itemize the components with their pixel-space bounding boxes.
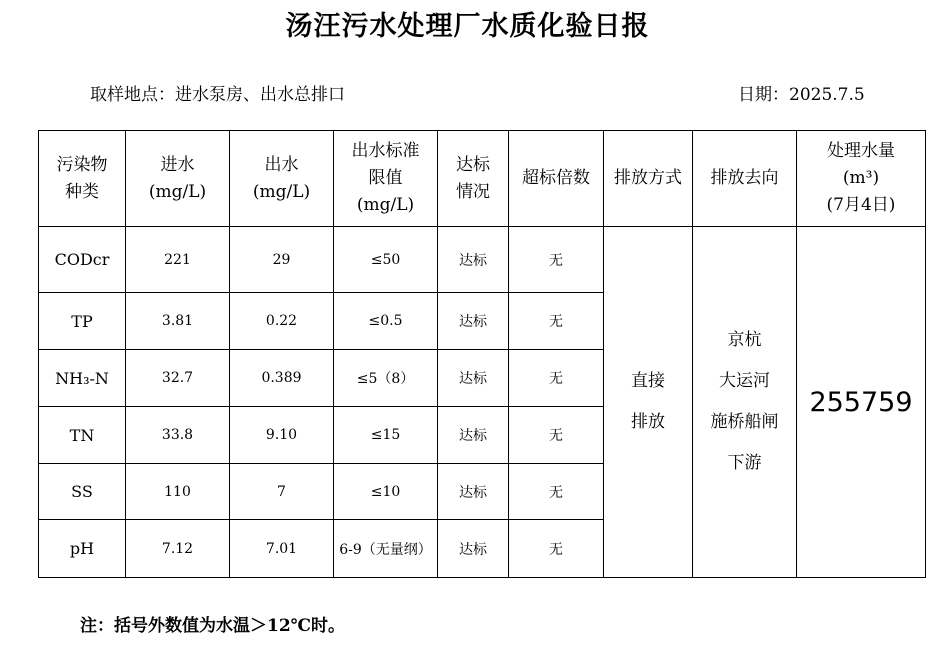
row-effluent: 0.389 <box>230 350 334 407</box>
row-influent: 3.81 <box>126 293 230 350</box>
row-influent: 7.12 <box>126 520 230 578</box>
row-exceed: 无 <box>509 407 604 464</box>
row-name: CODcr <box>39 227 126 293</box>
treated-volume: 255759 <box>797 227 926 578</box>
row-compliance: 达标 <box>438 293 509 350</box>
row-influent: 221 <box>126 227 230 293</box>
discharge-destination: 京杭 大运河 施桥船闸 下游 <box>693 227 797 578</box>
table-row <box>39 227 926 293</box>
header-exceed-ratio: 超标倍数 <box>509 131 604 227</box>
row-exceed: 无 <box>509 464 604 520</box>
row-effluent: 9.10 <box>230 407 334 464</box>
sampling-location: 取样地点：进水泵房、出水总排口 <box>90 85 345 105</box>
row-exceed: 无 <box>509 227 604 293</box>
header-standard: 出水标准 限值 (mg/L) <box>334 131 438 227</box>
header-volume: 处理水量 (m³) (7月4日) <box>797 131 926 227</box>
row-compliance: 达标 <box>438 520 509 578</box>
header-pollutant: 污染物 种类 <box>39 131 126 227</box>
row-standard: ≤0.5 <box>334 293 438 350</box>
row-standard: ≤5（8） <box>334 350 438 407</box>
discharge-method: 直接 排放 <box>604 227 693 578</box>
row-name: TP <box>39 293 126 350</box>
row-compliance: 达标 <box>438 407 509 464</box>
header-effluent: 出水 (mg/L) <box>230 131 334 227</box>
row-standard: ≤10 <box>334 464 438 520</box>
water-quality-table <box>38 130 926 578</box>
row-exceed: 无 <box>509 293 604 350</box>
footnote: 注：括号外数值为水温＞12℃时。 <box>80 616 346 636</box>
header-compliance: 达标 情况 <box>438 131 509 227</box>
header-discharge-method: 排放方式 <box>604 131 693 227</box>
row-compliance: 达标 <box>438 227 509 293</box>
row-standard: ≤50 <box>334 227 438 293</box>
row-name: pH <box>39 520 126 578</box>
row-influent: 32.7 <box>126 350 230 407</box>
row-standard: 6-9（无量纲） <box>334 520 438 578</box>
row-compliance: 达标 <box>438 464 509 520</box>
row-name: NH₃-N <box>39 350 126 407</box>
row-name: TN <box>39 407 126 464</box>
header-influent: 进水 (mg/L) <box>126 131 230 227</box>
row-influent: 33.8 <box>126 407 230 464</box>
row-exceed: 无 <box>509 350 604 407</box>
row-standard: ≤15 <box>334 407 438 464</box>
row-effluent: 7 <box>230 464 334 520</box>
row-effluent: 7.01 <box>230 520 334 578</box>
report-title: 汤汪污水处理厂水质化验日报 <box>285 11 650 42</box>
row-effluent: 29 <box>230 227 334 293</box>
header-discharge-destination: 排放去向 <box>693 131 797 227</box>
row-name: SS <box>39 464 126 520</box>
row-compliance: 达标 <box>438 350 509 407</box>
report-date: 日期：2025.7.5 <box>738 85 865 105</box>
row-influent: 110 <box>126 464 230 520</box>
row-exceed: 无 <box>509 520 604 578</box>
row-effluent: 0.22 <box>230 293 334 350</box>
